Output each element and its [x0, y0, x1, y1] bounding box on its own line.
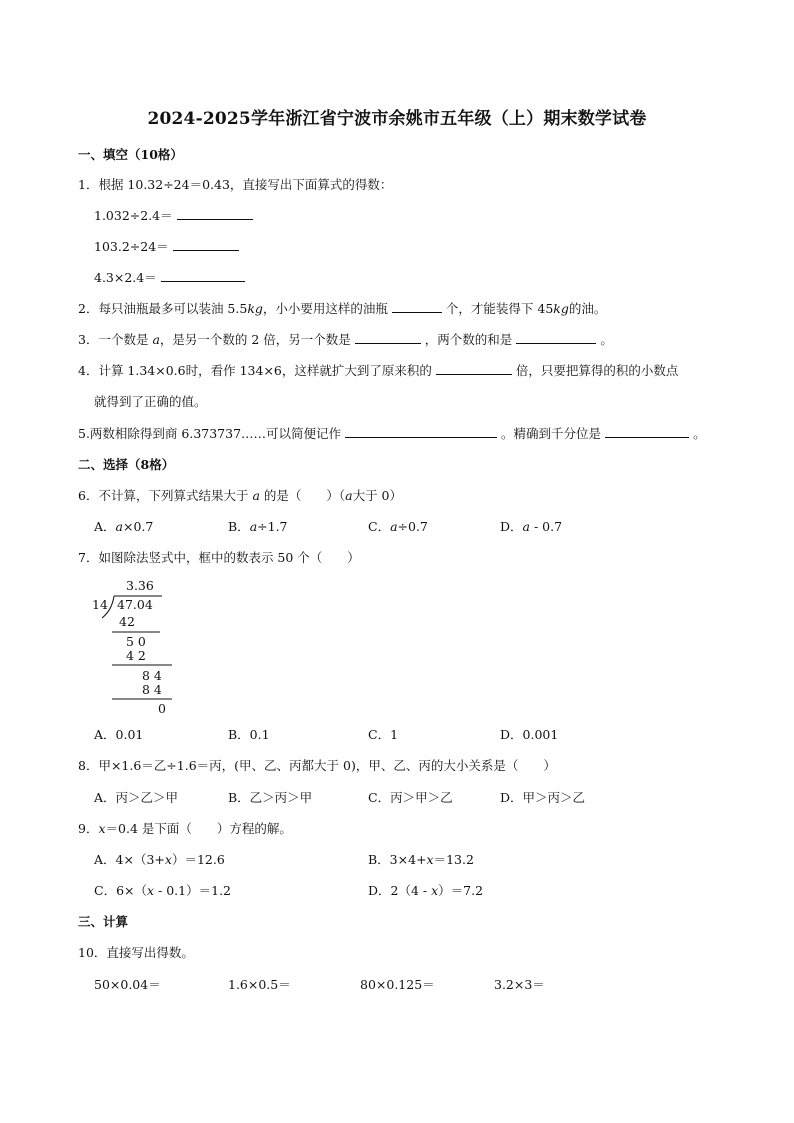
option-text: D．2（4 - [368, 883, 432, 898]
option-var: a [249, 519, 258, 534]
option-text: - 0.1）＝1.2 [154, 883, 231, 898]
step-2-remainder: 5 0 [126, 634, 146, 649]
q9-stem: 9．x＝0.4 是下面（ ）方程的解。 [78, 821, 292, 836]
q6-option-c[interactable] [368, 518, 428, 536]
q2-text-4: 的油。 [568, 301, 607, 316]
q6-text-3: 大于 0） [352, 488, 403, 503]
q3-text-3: ，两个数的和是 [424, 332, 513, 347]
q5 [78, 425, 706, 443]
q3-text-4: 。 [600, 332, 613, 347]
step-3-remainder: 8 4 [142, 668, 162, 683]
q9-option-b[interactable] [368, 851, 474, 869]
option-var: a [115, 519, 123, 534]
q3-var: a [152, 332, 160, 347]
q7-option-c[interactable]: C．1 [368, 727, 399, 742]
option-label: D． [500, 519, 523, 534]
q4-line-1 [78, 362, 678, 380]
q6-option-a[interactable] [94, 518, 153, 536]
section-3-heading: 三、计算 [78, 914, 129, 929]
q3-text-1: 3．一个数是 [78, 332, 153, 347]
final-remainder: 0 [158, 701, 166, 716]
option-var: a [522, 519, 530, 534]
q2-unit-1: kg [247, 301, 263, 316]
q8-option-a[interactable]: A．丙＞乙＞甲 [94, 790, 179, 805]
q6-var: a [252, 488, 260, 503]
q10-item: 3.2×3＝ [494, 977, 545, 992]
option-text: C．6×（ [94, 883, 147, 898]
q5-text-1: 5.两数相除得到商 6.373737……可以简便记作 [78, 426, 342, 441]
option-var: x [164, 852, 172, 867]
q4-text-1: 4．计算 1.34×0.6时，看作 134×6，这样就扩大到了原来积的 [78, 363, 432, 378]
option-text: ＝13.2 [433, 852, 474, 867]
answer-blank[interactable] [161, 269, 245, 282]
q6-text-1: 6．不计算，下列算式结果大于 [78, 488, 253, 503]
q8-option-b[interactable]: B．乙＞丙＞甲 [228, 790, 313, 805]
q9-option-d[interactable] [368, 882, 483, 900]
q6-option-b[interactable] [228, 518, 288, 536]
step-3-product: 8 4 [142, 682, 162, 697]
option-var: x [426, 852, 434, 867]
q8-option-d[interactable]: D．甲＞丙＞乙 [500, 790, 586, 805]
q10-item: 50×0.04＝ [94, 977, 161, 992]
q2-text-2: ，小小要用这样的油瓶 [262, 301, 388, 316]
answer-blank[interactable] [516, 331, 596, 344]
q1-stem: 1．根据 10.32÷24＝0.43，直接写出下面算式的得数： [78, 177, 393, 192]
option-var: x [431, 883, 439, 898]
dividend: 47.04 [117, 597, 153, 612]
q7-option-d[interactable]: D．0.001 [500, 727, 559, 742]
option-text: A．4×（3+ [94, 852, 165, 867]
option-text: - 0.7 [529, 519, 563, 534]
q8-stem: 8．甲×1.6＝乙÷1.6＝丙，(甲、乙、丙都大于 0)，甲、乙、丙的大小关系是（ ） [78, 758, 556, 773]
quotient: 3.36 [126, 578, 154, 593]
step-1-product: 42 [119, 614, 135, 629]
q5-text-3: 。 [693, 426, 706, 441]
q1-item-b [94, 238, 243, 256]
q8-option-c[interactable]: C．丙＞甲＞乙 [368, 790, 453, 805]
option-label: B． [228, 519, 250, 534]
q1-a-expr: 1.032÷2.4＝ [94, 208, 173, 223]
q6-stem [78, 487, 402, 505]
q10-stem: 10．直接写出得数。 [78, 945, 194, 960]
q4-line-2: 就得到了正确的值。 [94, 394, 207, 409]
q3 [78, 331, 613, 349]
q1-item-a [94, 207, 257, 225]
q7-option-b[interactable]: B．0.1 [228, 727, 270, 742]
option-label: C． [368, 519, 391, 534]
q10-item: 80×0.125＝ [360, 977, 435, 992]
page-title: 2024-2025学年浙江省宁波市余姚市五年级（上）期末数学试卷 [147, 109, 647, 129]
q10-item: 1.6×0.5＝ [228, 977, 291, 992]
q4-text-2: 倍，只要把算得的积的小数点 [515, 363, 679, 378]
step-2-product: 4 2 [126, 648, 146, 663]
q6-var-2: a [345, 488, 353, 503]
q6-option-d[interactable] [500, 518, 562, 536]
q9-option-c[interactable] [94, 882, 231, 900]
long-division-figure [88, 574, 188, 718]
option-text: ）＝12.6 [171, 852, 225, 867]
option-label: A． [94, 519, 116, 534]
q7-option-a[interactable]: A．0.01 [94, 727, 144, 742]
answer-blank[interactable] [345, 425, 497, 438]
q2-text-3: 个，才能装得下 45 [445, 301, 554, 316]
q1-b-expr: 103.2÷24＝ [94, 239, 169, 254]
option-var: a [390, 519, 398, 534]
answer-blank[interactable] [392, 300, 442, 313]
q2-text-1: 2．每只油瓶最多可以装油 5.5 [78, 301, 248, 316]
q9-var: x [98, 821, 106, 836]
q7-stem: 7．如图除法竖式中，框中的数表示 50 个（ ） [78, 550, 360, 565]
option-text: ）＝7.2 [438, 883, 484, 898]
section-2-heading: 二、选择（8格） [78, 457, 175, 472]
option-text: B．3×4+ [368, 852, 427, 867]
q9-option-a[interactable] [94, 851, 225, 869]
q2-unit-2: kg [553, 301, 569, 316]
section-1-heading: 一、填空（10格） [78, 147, 183, 162]
answer-blank[interactable] [355, 331, 421, 344]
answer-blank[interactable] [436, 362, 512, 375]
answer-blank[interactable] [173, 238, 239, 251]
answer-blank[interactable] [605, 425, 689, 438]
divisor: 14 [92, 597, 108, 612]
q2 [78, 300, 606, 318]
q3-text-2: ，是另一个数的 2 倍，另一个数是 [159, 332, 351, 347]
option-var: x [147, 883, 155, 898]
q9-text: ＝0.4 是下面（ ）方程的解。 [105, 821, 292, 836]
option-text: ÷0.7 [397, 519, 428, 534]
q5-text-2: 。精确到千分位是 [501, 426, 602, 441]
option-text: ×0.7 [122, 519, 154, 534]
q1-c-expr: 4.3×2.4＝ [94, 270, 157, 285]
q6-text-2: 的是（ ）（ [259, 488, 346, 503]
q1-item-c [94, 269, 249, 287]
option-text: ÷1.7 [257, 519, 288, 534]
answer-blank[interactable] [177, 207, 253, 220]
